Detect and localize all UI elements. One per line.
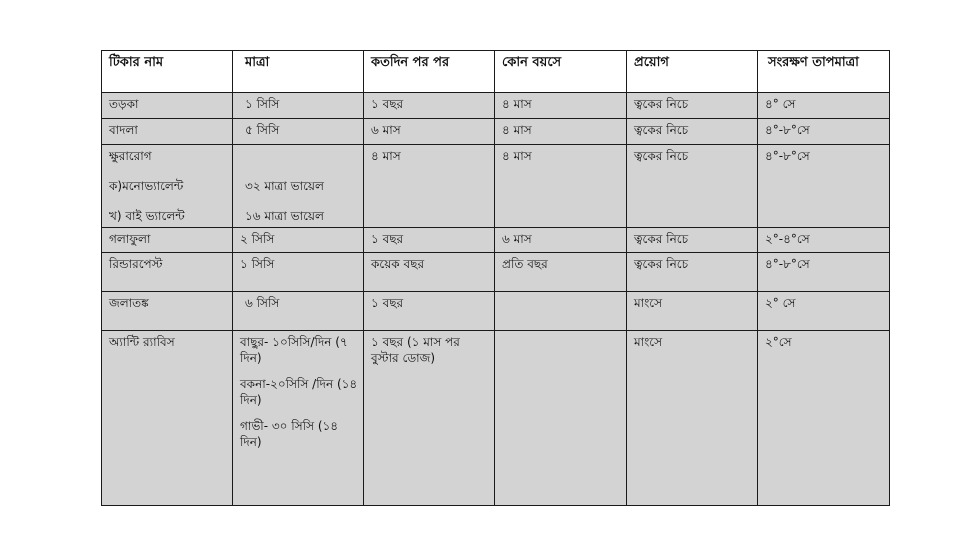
table-row xyxy=(102,145,890,228)
cell-dose: ১ সিসি xyxy=(233,93,364,119)
cell-route: ত্বকের নিচে xyxy=(627,145,758,228)
cell-dose: ২ সিসি xyxy=(233,228,364,253)
cell-temp: ৪° সে xyxy=(758,93,890,119)
cell-name: অ্যান্টি র‍্যাবিস xyxy=(102,331,233,506)
cell-route: মাংসে xyxy=(627,331,758,506)
cell-age: ৪ মাস xyxy=(495,145,627,228)
cell-temp: ৪°-৮°সে xyxy=(758,253,890,292)
header-route: প্রয়োগ xyxy=(627,51,758,93)
cell-dose-sub-c: গাভী- ৩০ সিসি (১৪ দিন) xyxy=(240,419,339,449)
cell-route: ত্বকের নিচে xyxy=(627,228,758,253)
cell-interval: কয়েক বছর xyxy=(364,253,495,292)
cell-temp: ২°সে xyxy=(758,331,890,506)
header-vaccine-name: টিকার নাম xyxy=(102,51,233,93)
cell-dose: ৫ সিসি xyxy=(233,119,364,145)
cell-name: রিন্ডারপেস্ট xyxy=(102,253,233,292)
table-row xyxy=(102,93,890,119)
table-row xyxy=(102,119,890,145)
cell-name xyxy=(102,145,233,228)
cell-age xyxy=(495,331,627,506)
cell-age: ৬ মাস xyxy=(495,228,627,253)
cell-dose-sub-b: বকনা-২০সিসি /দিন (১৪ দিন) xyxy=(240,377,358,407)
cell-age: ৪ মাস xyxy=(495,119,627,145)
cell-name: জলাতঙ্ক xyxy=(102,292,233,331)
cell-age xyxy=(495,292,627,331)
cell-name: গলাফুলা xyxy=(102,228,233,253)
table-row xyxy=(102,292,890,331)
cell-age: ৪ মাস xyxy=(495,93,627,119)
cell-name: বাদলা xyxy=(102,119,233,145)
cell-interval: ১ বছর xyxy=(364,292,495,331)
cell-dose xyxy=(233,331,364,506)
cell-interval: ৬ মাস xyxy=(364,119,495,145)
cell-name-main: ক্ষুরারোগ xyxy=(109,149,152,163)
cell-route: ত্বকের নিচে xyxy=(627,253,758,292)
cell-temp: ৪°-৮°সে xyxy=(758,145,890,228)
cell-temp: ৪°-৮°সে xyxy=(758,119,890,145)
cell-route: মাংসে xyxy=(627,292,758,331)
cell-dose xyxy=(233,145,364,228)
cell-age: প্রতি বছর xyxy=(495,253,627,292)
vaccine-schedule-table xyxy=(101,50,890,506)
cell-interval: ১ বছর xyxy=(364,228,495,253)
table-header-row xyxy=(102,51,890,93)
cell-interval: ৪ মাস xyxy=(364,145,495,228)
header-age: কোন বয়সে xyxy=(495,51,627,93)
cell-dose-sub-a: ৩২ মাত্রা ভায়েল xyxy=(245,179,324,193)
header-dose: মাত্রা xyxy=(233,51,364,93)
header-interval: কতদিন পর পর xyxy=(364,51,495,93)
cell-route: ত্বকের নিচে xyxy=(627,119,758,145)
cell-route: ত্বকের নিচে xyxy=(627,93,758,119)
table-row xyxy=(102,253,890,292)
cell-dose: ১ সিসি xyxy=(233,253,364,292)
cell-interval: ১ বছর (১ মাস পর বুস্টার ডোজ) xyxy=(364,331,495,506)
cell-temp: ২°-৪°সে xyxy=(758,228,890,253)
cell-interval: ১ বছর xyxy=(364,93,495,119)
header-storage-temp: সংরক্ষণ তাপমাত্রা xyxy=(758,51,890,93)
cell-dose-sub-a: বাছুর- ১০সিসি/দিন (৭ দিন) xyxy=(240,335,348,365)
cell-temp: ২° সে xyxy=(758,292,890,331)
table-row xyxy=(102,228,890,253)
cell-name-sub-b: খ) বাই ভ্যালেন্ট xyxy=(109,209,185,223)
cell-dose: ৬ সিসি xyxy=(233,292,364,331)
cell-dose-sub-b: ১৬ মাত্রা ভায়েল xyxy=(245,209,324,223)
cell-name: তড়কা xyxy=(102,93,233,119)
table-row xyxy=(102,331,890,506)
cell-name-sub-a: ক)মনোভ্যালেন্ট xyxy=(109,179,184,193)
